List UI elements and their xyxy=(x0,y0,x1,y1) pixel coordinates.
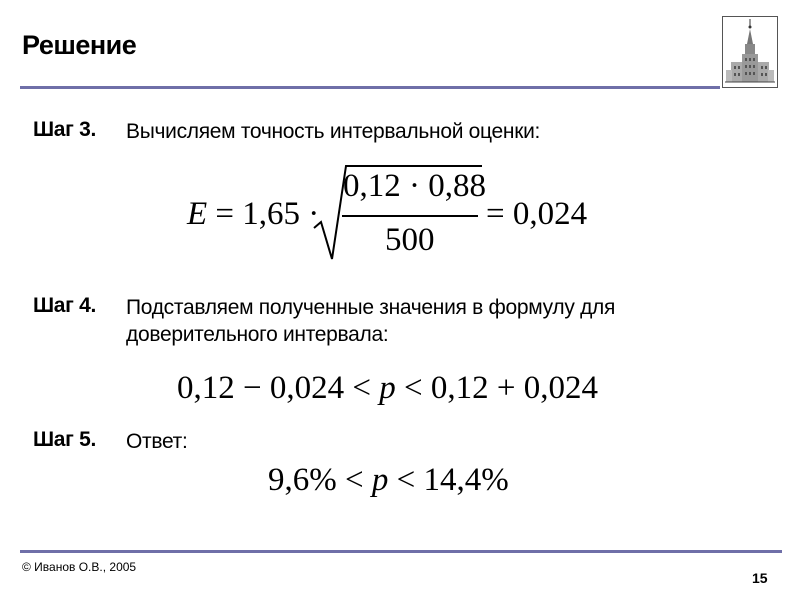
footer-divider xyxy=(20,550,782,553)
fraction-bar xyxy=(342,215,478,217)
interval-right: < 0,12 + 0,024 xyxy=(403,370,598,406)
answer-formula xyxy=(268,462,509,499)
slide-title: Решение xyxy=(22,30,137,60)
formula-coefficient: = 1,65 · xyxy=(215,196,320,232)
step-5-label: Шаг 5. xyxy=(33,428,97,451)
step-4-text: Подставляем полученные значения в формулу для доверительного интервала: xyxy=(126,296,616,346)
fraction-numerator: 0,12 · 0,88 xyxy=(343,168,486,204)
university-building-logo xyxy=(722,16,778,88)
step-3-label: Шаг 3. xyxy=(33,118,97,141)
answer-variable-p: p xyxy=(371,462,389,498)
formula-variable-e: E xyxy=(187,196,208,232)
formula-result: = 0,024 xyxy=(486,196,588,232)
interval-variable-p: p xyxy=(379,370,396,406)
fraction-denominator: 500 xyxy=(385,222,435,258)
copyright-notice: © Иванов О.В., 2005 xyxy=(22,560,137,574)
step-4-label: Шаг 4. xyxy=(33,294,97,317)
title-divider xyxy=(20,86,720,89)
page-number: 15 xyxy=(752,570,768,586)
step-5-text: Ответ: xyxy=(126,430,188,453)
interval-formula xyxy=(177,370,598,407)
answer-left: 9,6% < xyxy=(268,462,364,498)
interval-left: 0,12 − 0,024 < xyxy=(177,370,371,406)
step-3-text: Вычисляем точность интервальной оценки: xyxy=(126,120,541,143)
answer-right: < 14,4% xyxy=(396,462,509,498)
